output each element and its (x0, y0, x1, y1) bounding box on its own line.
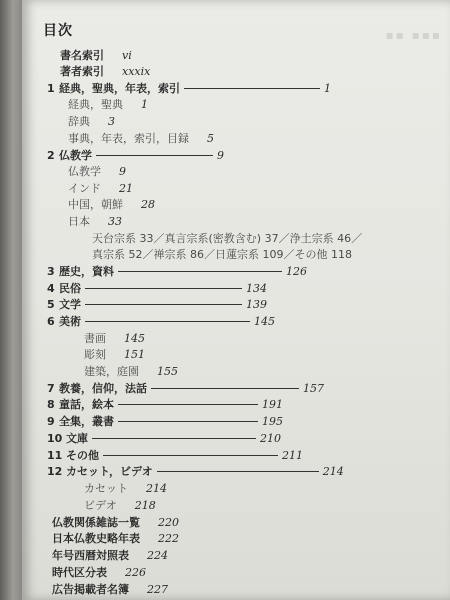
leader-rule (85, 288, 242, 289)
toc-entry (52, 547, 168, 564)
toc-entry-page-number: 9 (217, 149, 224, 162)
toc-entry-title: 美術 (59, 315, 81, 328)
toc-entry-title: 仏教学 (68, 165, 101, 178)
toc-entry (60, 47, 132, 64)
left-page-edge (0, 0, 22, 600)
leader-rule (151, 388, 299, 389)
toc-entry-page-number: 224 (147, 549, 168, 562)
toc-entry-number: 6 (47, 315, 55, 328)
leader-rule (85, 321, 250, 322)
leader-rule (184, 88, 320, 89)
toc-entry-page-number: 210 (260, 432, 281, 445)
toc-entry (84, 480, 167, 497)
toc-entry (47, 413, 283, 430)
toc-entry-title: 日本仏教史略年表 (52, 532, 140, 545)
toc-entry-title: 仏教関係雑誌一覧 (52, 516, 140, 529)
toc-entry-title: 教養，信仰，法話 (59, 382, 147, 395)
toc-entry (92, 246, 352, 263)
toc-entry (84, 363, 178, 380)
toc-entry-page-number: xxxix (122, 65, 151, 78)
toc-entry (60, 63, 150, 80)
toc-entry-page-number: 134 (246, 282, 267, 295)
toc-entry (68, 113, 115, 130)
toc-entry-page-number: 1 (141, 98, 148, 111)
toc-entry (84, 330, 145, 347)
toc-entry (47, 463, 344, 480)
bleed-through-text: ▪▪ ▪▪▪ (385, 28, 442, 42)
toc-entry (52, 581, 168, 598)
toc-entry-page-number: 126 (286, 265, 307, 278)
toc-list (22, 0, 450, 600)
toc-entry-number: 8 (47, 398, 55, 411)
toc-entry-page-number: 218 (134, 499, 156, 512)
leader-rule (118, 404, 258, 405)
toc-entry-number: 12 (47, 465, 63, 478)
toc-entry-title: 事典，年表，索引，目録 (68, 132, 189, 145)
toc-entry-title: 天台宗系 33／真言宗系(密教含む) 37／浄土宗系 46／ (92, 232, 363, 245)
toc-entry-title: 文学 (59, 298, 81, 311)
toc-entry-title: 中国，朝鮮 (68, 198, 123, 211)
toc-entry-title: 歴史，資料 (59, 265, 114, 278)
toc-entry-number: 3 (47, 265, 55, 278)
toc-entry-title: 童話，絵本 (59, 398, 114, 411)
leader-rule (96, 155, 213, 156)
toc-entry-number: 9 (47, 415, 55, 428)
toc-entry-page-number: 227 (147, 583, 168, 596)
toc-entry (47, 80, 331, 97)
toc-entry-page-number: 28 (141, 198, 155, 211)
toc-entry-title: 広告掲載者名簿 (52, 583, 129, 596)
toc-entry (52, 530, 179, 547)
toc-entry (47, 447, 303, 464)
toc-entry-title: 民俗 (59, 282, 81, 295)
toc-entry (52, 514, 179, 531)
toc-entry-page-number: 214 (146, 482, 167, 495)
toc-entry-number: 5 (47, 298, 55, 311)
toc-entry-page-number: vi (122, 49, 132, 62)
leader-rule (103, 455, 278, 456)
toc-entry (52, 564, 146, 581)
toc-entry-page-number: 220 (158, 516, 179, 529)
toc-entry (68, 213, 122, 230)
toc-entry-number: 4 (47, 282, 55, 295)
leader-rule (157, 471, 319, 472)
toc-entry-page-number: 3 (108, 115, 115, 128)
toc-entry (84, 346, 145, 363)
toc-entry-title: 彫刻 (84, 348, 106, 361)
toc-entry-page-number: 191 (262, 398, 283, 411)
toc-entry-title: カセット，ビデオ (66, 465, 153, 478)
toc-entry-page-number: 5 (207, 132, 214, 145)
toc-entry-title: 全集，叢書 (59, 415, 114, 428)
toc-entry-title: 辞典 (68, 115, 90, 128)
toc-entry-page-number: 195 (262, 415, 283, 428)
toc-entry-title: 真宗系 52／禅宗系 86／日蓮宗系 109／その他 118 (92, 248, 352, 261)
toc-entry-page-number: 33 (108, 215, 122, 228)
toc-entry-number: 2 (47, 149, 55, 162)
toc-entry (68, 130, 214, 147)
toc-entry (47, 263, 307, 280)
toc-entry-title: 著者索引 (60, 65, 104, 78)
toc-entry-page-number: 145 (124, 332, 145, 345)
toc-entry-title: 建築，庭園 (84, 365, 139, 378)
toc-entry-title: ビデオ (84, 499, 117, 512)
leader-rule (118, 421, 258, 422)
toc-entry-title: インド (68, 182, 101, 195)
toc-entry-page-number: 21 (119, 182, 133, 195)
toc-entry-title: 経典，聖典，年表，索引 (59, 82, 180, 95)
toc-entry (47, 396, 283, 413)
toc-entry (47, 147, 224, 164)
toc-entry-page-number: 226 (125, 566, 146, 579)
toc-entry-page-number: 151 (124, 348, 145, 361)
toc-entry-page-number: 155 (157, 365, 178, 378)
book-page (22, 0, 450, 600)
toc-entry (47, 313, 275, 330)
toc-entry (47, 430, 281, 447)
toc-entry (84, 497, 156, 514)
leader-rule (85, 304, 242, 305)
toc-entry-page-number: 145 (254, 315, 275, 328)
toc-entry-number: 1 (47, 82, 55, 95)
toc-entry (68, 163, 126, 180)
toc-entry-title: 文庫 (66, 432, 88, 445)
toc-entry (47, 296, 267, 313)
toc-entry-page-number: 157 (303, 382, 324, 395)
toc-entry-title: 時代区分表 (52, 566, 107, 579)
toc-entry (92, 230, 362, 247)
toc-entry-number: 7 (47, 382, 55, 395)
toc-entry-title: 日本 (68, 215, 90, 228)
page-title: 目次 (43, 23, 73, 39)
toc-entry-title: 書名索引 (60, 49, 104, 62)
toc-entry-page-number: 214 (322, 465, 344, 478)
toc-entry-number: 11 (47, 449, 63, 462)
toc-entry-page-number: 139 (246, 298, 267, 311)
toc-entry (47, 380, 324, 397)
toc-entry (47, 280, 267, 297)
leader-rule (92, 438, 256, 439)
toc-entry (68, 196, 155, 213)
toc-entry (68, 96, 148, 113)
toc-entry-page-number: 211 (282, 449, 303, 462)
toc-entry-title: その他 (66, 449, 99, 462)
toc-entry (68, 180, 133, 197)
toc-entry-title: 年号西暦対照表 (52, 549, 129, 562)
toc-entry-page-number: 9 (119, 165, 126, 178)
toc-entry-title: カセット (84, 482, 128, 495)
toc-entry-title: 経典，聖典 (68, 98, 123, 111)
leader-rule (118, 271, 282, 272)
toc-entry-number: 10 (47, 432, 63, 445)
toc-entry-title: 仏教学 (59, 149, 92, 162)
toc-entry-page-number: 1 (324, 82, 331, 95)
toc-entry-page-number: 222 (158, 532, 179, 545)
toc-entry-title: 書画 (84, 332, 106, 345)
